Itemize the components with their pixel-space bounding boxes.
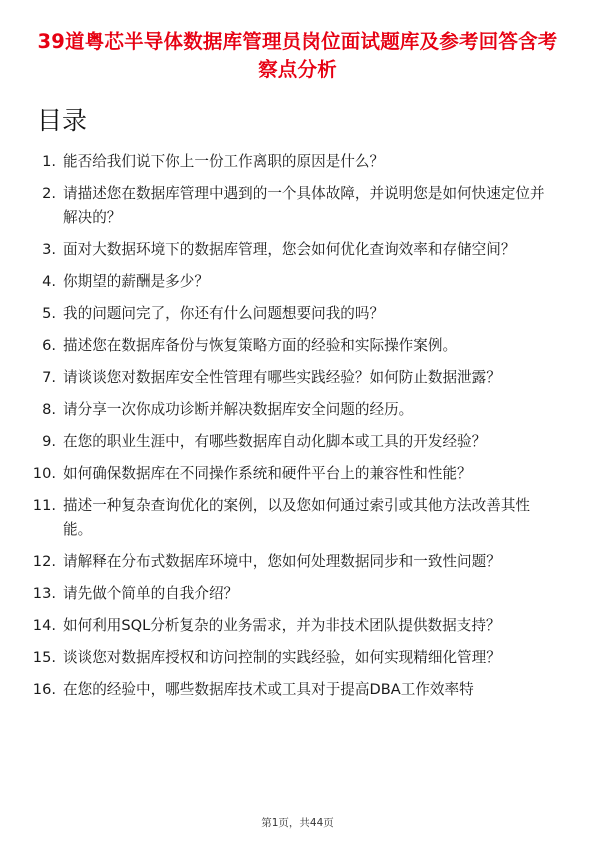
table-of-contents	[0, 150, 595, 710]
toc-item[interactable]	[0, 646, 595, 670]
toc-item[interactable]	[0, 182, 595, 230]
toc-item-text: 面对大数据环境下的数据库管理，您会如何优化查询效率和存储空间？	[63, 241, 516, 258]
toc-item-number: 3.	[42, 241, 56, 258]
toc-item[interactable]	[0, 238, 595, 262]
document-title: 39道粤芯半导体数据库管理员岗位面试题库及参考回答含考察点分析	[37, 30, 558, 81]
toc-item-text: 请先做个简单的自我介绍？	[63, 585, 239, 602]
toc-item-number: 11.	[32, 497, 56, 514]
toc-item-number: 16.	[32, 681, 56, 698]
toc-item-number: 12.	[32, 553, 56, 570]
toc-item[interactable]	[0, 302, 595, 326]
toc-item-text: 能否给我们说下你上一份工作离职的原因是什么？	[63, 153, 385, 170]
toc-item-number: 6.	[42, 337, 56, 354]
toc-item-text: 请分享一次你成功诊断并解决数据库安全问题的经历。	[63, 401, 414, 418]
toc-item-number: 1.	[42, 153, 56, 170]
toc-item-text: 谈谈您对数据库授权和访问控制的实践经验，如何实现精细化管理？	[63, 649, 501, 666]
toc-item-text: 如何确保数据库在不同操作系统和硬件平台上的兼容性和性能？	[63, 465, 472, 482]
toc-item-text: 请解释在分布式数据库环境中，您如何处理数据同步和一致性问题？	[63, 553, 501, 570]
toc-item-number: 14.	[32, 617, 56, 634]
toc-item-text: 描述您在数据库备份与恢复策略方面的经验和实际操作案例。	[63, 337, 458, 354]
toc-item-text: 你期望的薪酬是多少？	[63, 273, 209, 290]
toc-item[interactable]	[0, 550, 595, 574]
toc-item-number: 9.	[42, 433, 56, 450]
toc-item-number: 13.	[32, 585, 56, 602]
toc-item-text: 在您的职业生涯中，有哪些数据库自动化脚本或工具的开发经验？	[63, 433, 487, 450]
toc-item[interactable]	[0, 582, 595, 606]
page-footer: 第1页，共44页	[261, 817, 334, 829]
toc-item-text: 描述一种复杂查询优化的案例，以及您如何通过索引或其他方法改善其性能。	[63, 497, 531, 538]
toc-item[interactable]	[0, 398, 595, 422]
toc-item[interactable]	[0, 678, 595, 702]
toc-heading: 目录	[37, 106, 88, 135]
toc-item[interactable]	[0, 430, 595, 454]
toc-item[interactable]	[0, 494, 595, 542]
toc-item-number: 10.	[32, 465, 56, 482]
toc-item-number: 8.	[42, 401, 56, 418]
toc-item-number: 15.	[32, 649, 56, 666]
toc-item-number: 4.	[42, 273, 56, 290]
toc-item-text: 请描述您在数据库管理中遇到的一个具体故障，并说明您是如何快速定位并解决的？	[63, 185, 545, 226]
toc-item-text: 请谈谈您对数据库安全性管理有哪些实践经验？如何防止数据泄露？	[63, 369, 501, 386]
toc-item-number: 7.	[42, 369, 56, 386]
toc-item[interactable]	[0, 614, 595, 638]
toc-item-number: 2.	[42, 185, 56, 202]
toc-item-text: 如何利用SQL分析复杂的业务需求，并为非技术团队提供数据支持？	[63, 617, 501, 634]
toc-item[interactable]	[0, 366, 595, 390]
toc-item[interactable]	[0, 462, 595, 486]
toc-item-text: 在您的经验中，哪些数据库技术或工具对于提高DBA工作效率特	[63, 681, 474, 698]
toc-item[interactable]	[0, 150, 595, 174]
toc-item[interactable]	[0, 334, 595, 358]
toc-item-text: 我的问题问完了，你还有什么问题想要问我的吗？	[63, 305, 385, 322]
toc-item-number: 5.	[42, 305, 56, 322]
toc-item[interactable]	[0, 270, 595, 294]
